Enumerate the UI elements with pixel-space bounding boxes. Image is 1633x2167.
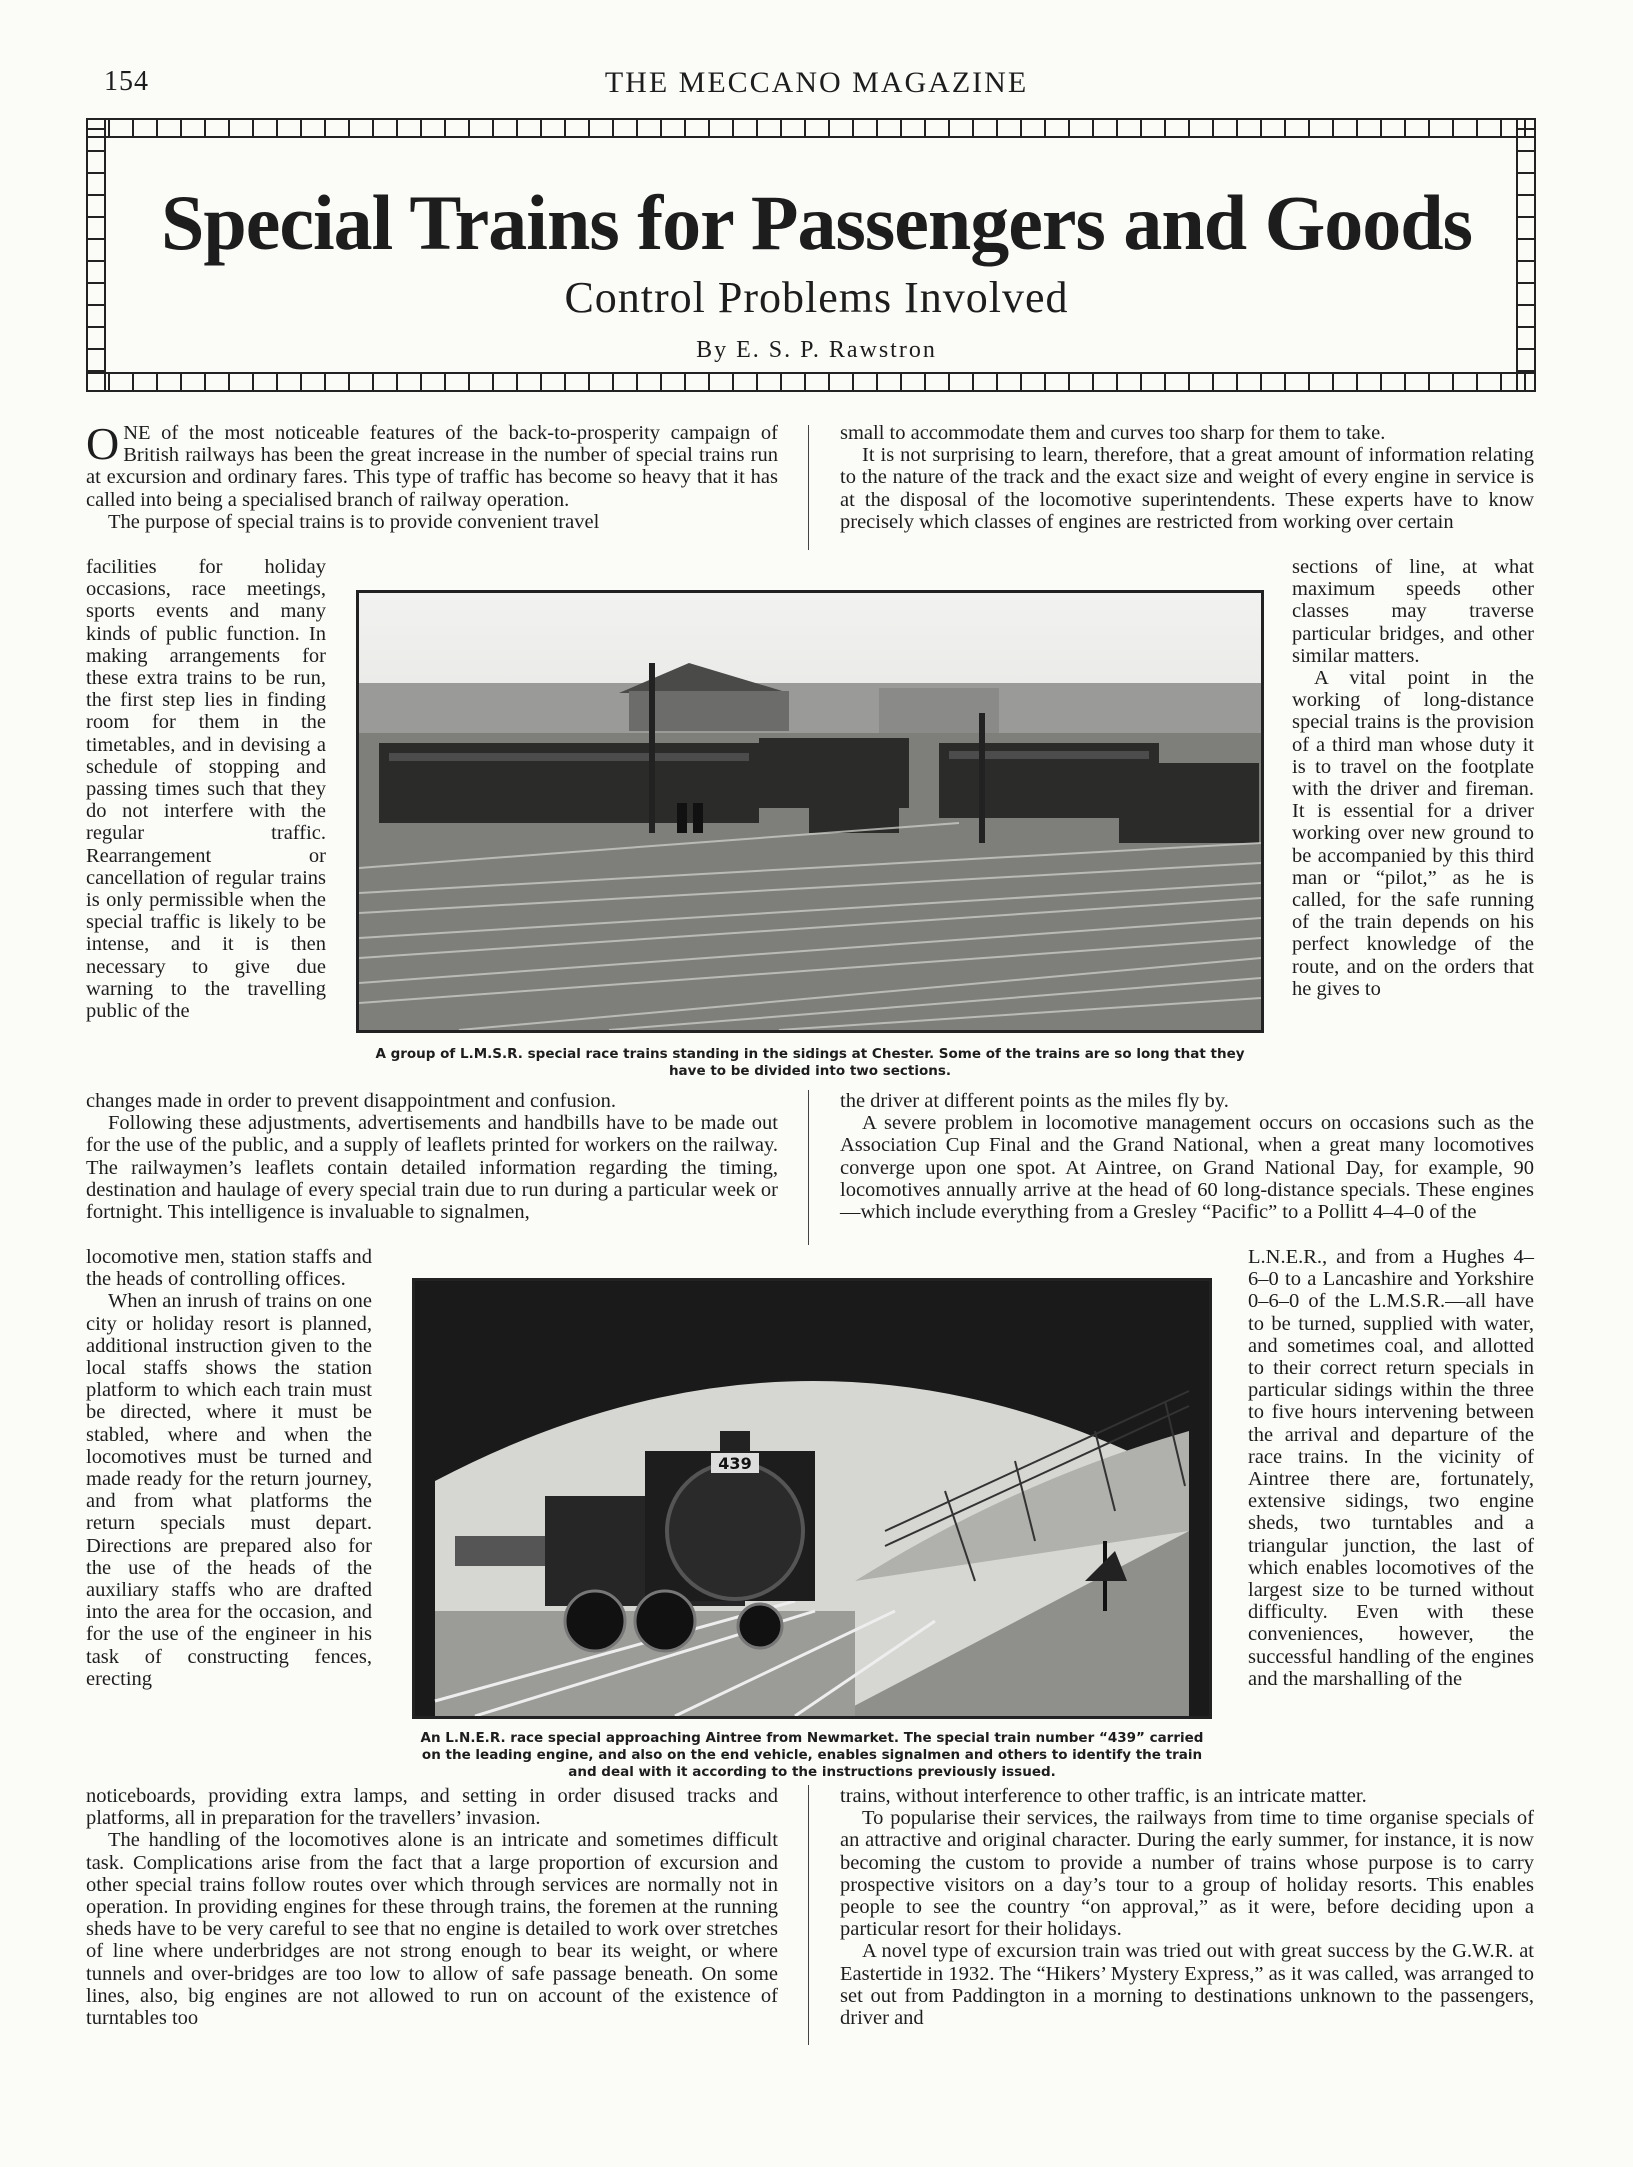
column-left-top [86, 418, 778, 533]
paragraph: The handling of the locomotives alone is an intricate and sometimes difficult task. Complications arise from the fact that a large proportion of excursion and other special trains follow routes over which through services are normally not in operation. In providing engines for these through trains, the foremen at the running sheds have to be very careful to see that no engine is detailed to work over stretches of line where underbridges are not strong enough to bear its weight, or where tunnels and over-bridges are too low to allow of safe passage beneath. On some lines, also, big engines are not allowed to run on account of the existence of turntables too [86, 1829, 778, 2030]
column-left-mid [86, 1090, 778, 1223]
paragraph: noticeboards, providing extra lamps, and setting in order disused tracks and platforms, all in preparation for the travellers’ invasion. [86, 1785, 778, 1830]
column-narrow-left-1 [86, 556, 326, 1022]
column-right-top [840, 422, 1534, 533]
paragraph: trains, without interference to other traffic, is an intricate matter. [840, 1785, 1367, 1807]
paragraph: Following these adjustments, advertisements and handbills have to be made out for the use of the public, and a supply of leaflets printed for workers on the railway. The railwaymen’s leaflets contain detailed information regarding the timing, destination and haulage of every special train due to run during a particular week or fortnight. This intelligence is invaluable to signalmen, [86, 1112, 778, 1224]
paragraph: the driver at different points as the miles fly by. [840, 1090, 1229, 1112]
photo-caption: An L.N.E.R. race special approaching Aintree from Newmarket. The special train number “439” carried on the leading engine, and also on the end vehicle, enables signalmen and others to identify the train and deal with it according to the instructions previously issued. [420, 1730, 1204, 1780]
frame-bottom-border [86, 372, 1536, 392]
paragraph: A novel type of excursion train was tried out with great success by the G.W.R. at Eastertide in 1932. The “Hikers’ Mystery Express,” as it was called, was arranged to set out from Paddington in a morning to destinations unknown to the passengers, driver and [840, 1940, 1534, 2030]
paragraph: When an inrush of trains on one city or holiday resort is planned, additional instruction given to the local staffs shows the station platform to which each train must be directed, where it must be stabled, where and when the locomotives must be turned and made ready for the return journey, and from what platforms the return specials must depart. Directions are prepared also for the use of the heads of the auxiliary staffs who are drafted into the area for the occasion, and for the use of the engineer in his task of constructing fences, erecting [86, 1290, 372, 1690]
article-byline: By E. S. P. Rawstron [696, 337, 937, 363]
paragraph: A severe problem in locomotive management occurs on occasions such as the Association Cup Final and the Grand National, when a great many locomotives converge upon one spot. At Aintree, on Grand National Day, for example, 90 locomotives annually arrive at the head of 60 long-distance specials. These engines—which include everything from a Gresley “Pacific” to a Pollitt 4–4–0 of the [840, 1112, 1534, 1224]
column-rule-mid [808, 1090, 809, 1245]
paragraph: It is not surprising to learn, therefore, that a great amount of information relating to the nature of the track and the exact size and weight of every engine in service is at the disposal of the locomotive superintendents. These experts have to know precisely which classes of engines are restricted from working over certain [840, 444, 1534, 533]
column-right-mid [840, 1090, 1534, 1223]
sidings-illustration [359, 593, 1261, 1030]
engine-number-plate: 439 [718, 1454, 752, 1473]
frame-top-border [86, 118, 1536, 138]
paragraph: The purpose of special trains is to provide convenient travel [108, 510, 600, 533]
article-title: Special Trains for Passengers and Goods [161, 179, 1472, 266]
article-subtitle: Control Problems Involved [564, 273, 1069, 322]
paragraph: changes made in order to prevent disappointment and confusion. [86, 1090, 617, 1112]
photo-caption: A group of L.M.S.R. special race trains standing in the sidings at Chester. Some of the trains are so long that they have to be divided into two sections. [375, 1046, 1245, 1079]
locomotive-illustration [415, 1281, 1209, 1716]
column-narrow-left-2 [86, 1246, 372, 1690]
page-number: 154 [104, 66, 149, 97]
paragraph: To popularise their services, the railways from time to time organise specials of an attractive and original character. During the early summer, for instance, it is now becoming the custom to provide a number of trains whose purpose is to carry prospective visitors on a day’s tour to a group of holiday resorts. This enables people to see the country “on approval,” as it were, before deciding upon a particular resort for their holidays. [840, 1807, 1534, 1941]
paragraph: small to accommodate them and curves too sharp for them to take. [840, 422, 1386, 444]
paragraph: facilities for holiday occasions, race meetings, sports events and many kinds of public function. In making arrangements for these extra trains to be run, the first step lies in finding room for them in the timetables, and in devising a schedule of stopping and passing times such that they do not interfere with the regular traffic. Rearrangement or cancellation of regular trains is only permissible when the special traffic is likely to be intense, and it is then necessary to give due warning to the travelling public of the [86, 556, 326, 1023]
paragraph: sections of line, at what maximum speeds other classes may traverse particular bridges, and other similar matters. [1292, 556, 1534, 667]
photo-aintree-special [412, 1278, 1212, 1719]
column-narrow-right-1 [1292, 556, 1534, 1000]
paragraph: ONE of the most noticeable features of the back-to-prosperity campaign of British railways has been the great increase in the number of special trains run at excursion and ordinary fares. This type of traffic has become so heavy that it has called into being a specialised branch of railway operation. [86, 418, 778, 511]
column-rule-bottom [808, 1785, 809, 2045]
drop-cap: O [86, 418, 120, 469]
paragraph: locomotive men, station staffs and the heads of controlling offices. [86, 1246, 372, 1291]
column-rule-top [808, 425, 809, 550]
paragraph: A vital point in the working of long-distance special trains is the provision of a third man whose duty it is to travel on the footplate with the driver and fireman. It is essential for a driver working over new ground to be accompanied by this third man or “pilot,” as he is called, for the safe running of the train depends on his perfect knowledge of the route, and on the orders that he gives to [1292, 667, 1534, 1000]
column-left-bottom [86, 1785, 778, 2029]
column-right-bottom [840, 1785, 1534, 2029]
paragraph: L.N.E.R., and from a Hughes 4–6–0 to a Lancashire and Yorkshire 0–6–0 of the L.M.S.R.—all have to be turned, supplied with water, and sometimes coal, and allotted to their correct return specials in particular sidings within the three to five hours intervening between the arrival and departure of the race trains. In the vicinity of Aintree there are, fortunately, extensive sidings, two engine sheds, two turntables and a triangular junction, the last of which enables locomotives of the largest size to be turned without difficulty. Even with these conveniences, however, the successful handling of the engines and the marshalling of the [1248, 1246, 1534, 1690]
column-narrow-right-2 [1248, 1246, 1534, 1690]
photo-chester-sidings [356, 590, 1264, 1033]
magazine-title: THE MECCANO MAGAZINE [604, 66, 1029, 99]
